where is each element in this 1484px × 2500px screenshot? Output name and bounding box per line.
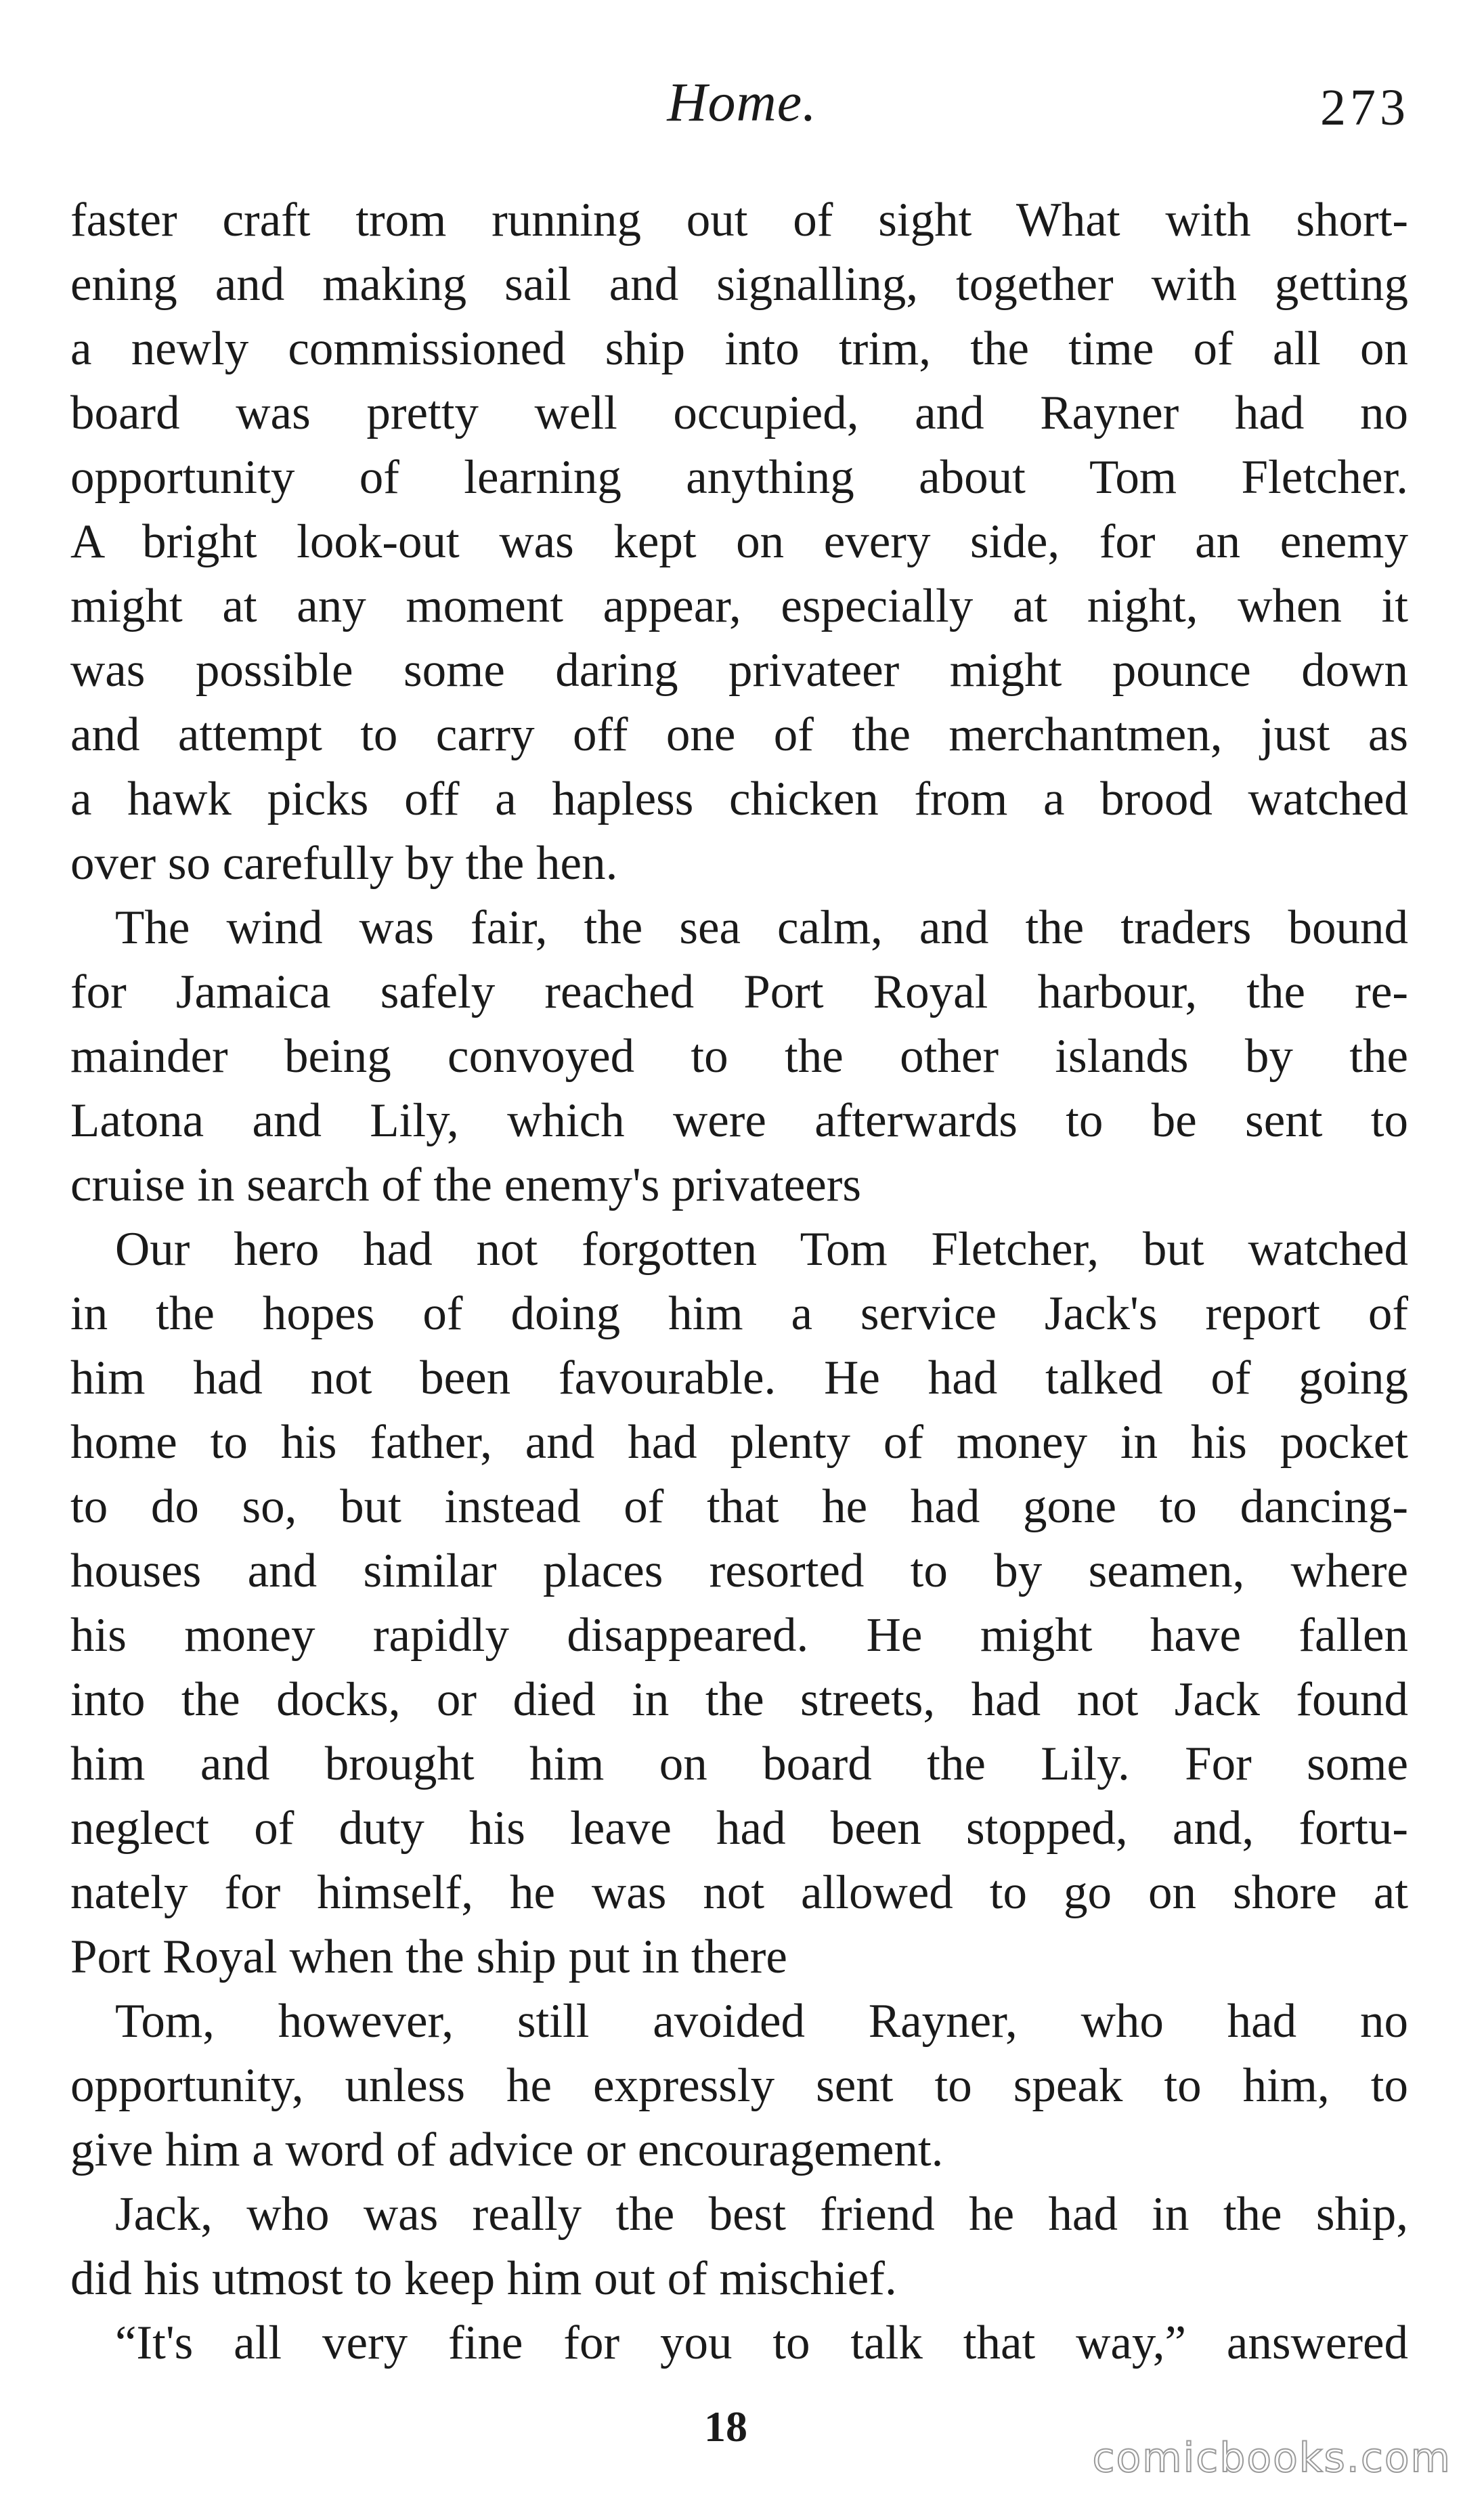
text-line: board was pretty well occupied, and Rayner had no [70,387,1408,439]
text-line: might at any moment appear, especially at night, when it [70,580,1408,632]
text-line: faster craft trom running out of sight What with short- [70,194,1408,246]
text-line: ening and making sail and signalling, together with getting [70,258,1408,311]
text-line: nately for himself, he was not allowed to go on shore at [70,1866,1408,1919]
text-line: cruise in search of the enemy's privateers [70,1159,862,1211]
chapter-title: Home. [667,71,817,133]
text-line: Port Royal when the ship put in there [70,1931,787,1983]
text-line: a hawk picks off a hapless chicken from a brood watched [70,773,1408,825]
text-line: over so carefully by the hen. [70,837,618,890]
paragraph [70,1989,1408,2182]
text-line: opportunity of learning anything about Tom Fletcher. [70,451,1408,504]
signature-mark: 18 [704,2402,747,2451]
paragraph [70,896,1408,1217]
text-line: mainder being convoyed to the other islands by the [70,1030,1408,1083]
text-line: him had not been favourable. He had talked of going [70,1352,1408,1404]
text-line: him and brought him on board the Lily. For some [70,1738,1408,1790]
paragraph [70,2182,1408,2311]
text-line: his money rapidly disappeared. He might have fallen [70,1609,1408,1662]
text-line: opportunity, unless he expressly sent to speak to him, to [70,2059,1408,2112]
text-line: into the docks, or died in the streets, had not Jack found [70,1673,1408,1726]
text-line: in the hopes of doing him a service Jack's report of [70,1287,1408,1340]
text-line: a newly commissioned ship into trim, the time of all on [70,322,1408,375]
text-line: was possible some daring privateer might pounce down [70,644,1408,697]
text-line: and attempt to carry off one of the merchantmen, just as [70,708,1408,761]
paragraph [70,188,1408,896]
text-line: Our hero had not forgotten Tom Fletcher, but watched [115,1223,1408,1276]
watermark: comicbooks.com [1092,2434,1452,2482]
text-line: Latona and Lily, which were afterwards to be sent to [70,1094,1408,1147]
text-line: houses and similar places resorted to by seamen, where [70,1545,1408,1597]
text-line: for Jamaica safely reached Port Royal harbour, the re- [70,966,1408,1018]
text-line: did his utmost to keep him out of mischief. [70,2252,897,2305]
text-line: give him a word of advice or encouragement. [70,2124,944,2176]
text-line: neglect of duty his leave had been stopped, and, fortu- [70,1802,1408,1855]
text-line: home to his father, and had plenty of money in his pocket [70,1416,1408,1469]
text-line: The wind was fair, the sea calm, and the traders bound [115,901,1408,954]
running-head [0,65,1484,139]
paragraph [70,1217,1408,1989]
text-line: Tom, however, still avoided Rayner, who had no [115,1995,1408,2048]
body-text [70,188,1408,2375]
text-line: to do so, but instead of that he had gone to dancing- [70,1480,1408,1533]
text-line: “It's all very fine for you to talk that way,” answered [115,2316,1408,2369]
page-number: 273 [1320,79,1410,136]
paragraph [70,2311,1408,2375]
text-line: Jack, who was really the best friend he had in the ship, [115,2188,1408,2241]
text-line: A bright look-out was kept on every side, for an enemy [70,515,1408,568]
